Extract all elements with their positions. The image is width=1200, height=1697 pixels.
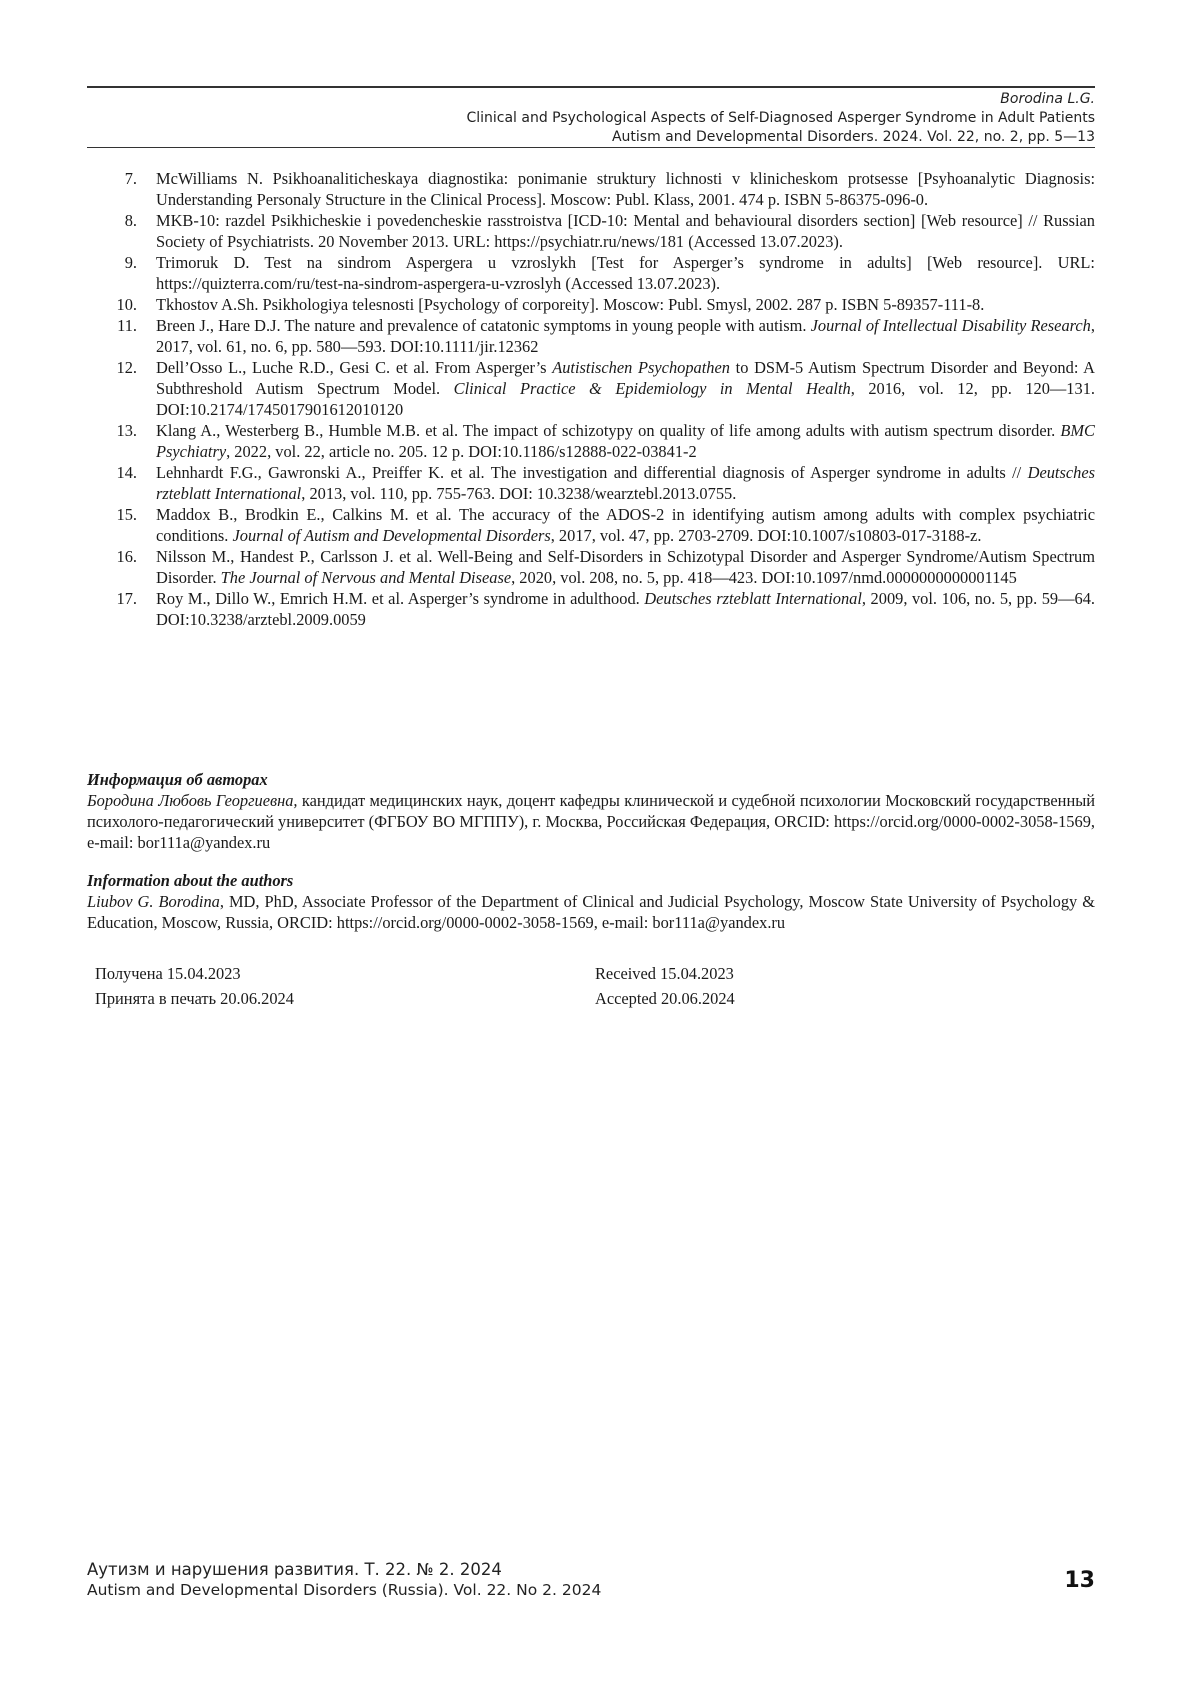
running-header-author: Borodina L.G. — [1000, 91, 1095, 107]
footer-journal-en: Autism and Developmental Disorders (Russia). Vol. 22. No 2. 2024 — [87, 1581, 602, 1599]
reference-text: Klang A., Westerberg B., Humble M.B. et al. The impact of schizotypy on quality of life among adults with autism spectrum disorder. BMC Psychiatry, 2022, vol. 22, article no. 205. 12 p. DOI:10.1186/s12888-022-03841-2 — [156, 421, 1095, 461]
reference-text: Roy M., Dillo W., Emrich H.M. et al. Asperger’s syndrome in adulthood. Deutsches rzteblatt International, 2009, vol. 106, no. 5, pp. 59—64. DOI:10.3238/arztebl.2009.0059 — [156, 589, 1095, 629]
reference-number: 12. — [116, 358, 137, 377]
reference-number: 11. — [117, 316, 137, 335]
reference-item — [87, 168, 1095, 210]
reference-text: Nilsson M., Handest P., Carlsson J. et al. Well-Being and Self-Disorders in Schizotypal Disorder and Asperger Syndrome/Autism Spectrum Disorder. The Journal of Nervous and Mental Disease, 2020, vol. 208, no. 5, pp. 418—423. DOI:10.1097/nmd.0000000000001145 — [156, 547, 1095, 587]
author-details-en — [87, 891, 1095, 933]
authors-info-en — [87, 870, 1095, 933]
received-date-ru: Получена 15.04.2023 — [95, 964, 241, 983]
authors-heading-ru: Информация об авторах — [87, 770, 268, 789]
reference-text: Lehnhardt F.G., Gawronski A., Preiffer K. et al. The investigation and differential diagnosis of Asperger syndrome in adults // Deutsches rzteblatt International, 2013, vol. 110, pp. 755-763. DOI: 10.3238/wearztebl.2013.0755. — [156, 463, 1095, 503]
running-header — [95, 90, 1095, 147]
running-header-title: Clinical and Psychological Aspects of Self-Diagnosed Asperger Syndrome in Adult Patients — [466, 110, 1095, 126]
reference-number: 7. — [124, 169, 137, 188]
accepted-date-ru: Принята в печать 20.06.2024 — [95, 989, 294, 1008]
reference-item — [87, 252, 1095, 294]
reference-number: 8. — [124, 211, 137, 230]
running-header-journal: Autism and Developmental Disorders. 2024. Vol. 22, no. 2, pp. 5—13 — [611, 129, 1095, 145]
reference-number: 17. — [116, 589, 137, 608]
author-details-ru — [87, 790, 1095, 853]
reference-number: 13. — [116, 421, 137, 440]
reference-item — [87, 462, 1095, 504]
reference-item — [87, 210, 1095, 252]
accepted-date-en: Accepted 20.06.2024 — [595, 989, 735, 1008]
received-date-en: Received 15.04.2023 — [595, 964, 734, 983]
page-footer — [87, 1559, 601, 1600]
dates-ru — [95, 961, 294, 1011]
header-rule-top — [87, 86, 1095, 88]
reference-item — [87, 357, 1095, 420]
reference-number: 16. — [116, 547, 137, 566]
header-rule-bottom — [87, 147, 1095, 148]
authors-info-ru — [87, 769, 1095, 853]
reference-number: 9. — [124, 253, 137, 272]
author-bio-ru: кандидат медицинских наук, доцент кафедры клинической и судебной психологии Московский государственный психолого-педагогический университет (ФГБОУ ВО МГППУ), г. Москва, Российская Федерация, ORCID: https://orcid.org/0000-0002-3058-1569, e-mail: bor111a@yandex.ru — [87, 791, 1095, 852]
reference-list — [87, 168, 1095, 630]
reference-item — [87, 420, 1095, 462]
author-bio-en: , MD, PhD, Associate Professor of the Department of Clinical and Judicial Psychology, Moscow State University of Psychology & Education, Moscow, Russia, ORCID: https://orcid.org/0000-0002-3058-1569, e-mail: bor111a@yandex.ru — [87, 892, 1095, 932]
reference-item — [87, 588, 1095, 630]
reference-number: 10. — [116, 295, 137, 314]
author-name-en: Liubov G. Borodina — [87, 892, 220, 911]
authors-heading-en: Information about the authors — [87, 871, 294, 890]
page-number: 13 — [1064, 1568, 1095, 1593]
reference-item — [87, 315, 1095, 357]
reference-text: McWilliams N. Psikhoanaliticheskaya diagnostika: ponimanie struktury lichnosti v klinicheskom protsesse [Psyhoanalytic Diagnosis: Understanding Personaly Structure in the Clinical Process]. Moscow: Publ. Klass, 2001. 474 p. ISBN 5-86375-096-0. — [156, 169, 1095, 209]
reference-text: Tkhostov A.Sh. Psikhologiya telesnosti [Psychology of corporeity]. Moscow: Publ. Smysl, 2002. 287 p. ISBN 5-89357-111-8. — [156, 295, 985, 314]
reference-text: Breen J., Hare D.J. The nature and prevalence of catatonic symptoms in young people with autism. Journal of Intellectual Disability Research, 2017, vol. 61, no. 6, pp. 580—593. DOI:10.1111/jir.12362 — [156, 316, 1095, 356]
reference-item — [87, 294, 1095, 315]
reference-number: 14. — [116, 463, 137, 482]
reference-text: Dell’Osso L., Luche R.D., Gesi C. et al. From Asperger’s Autistischen Psychopathen to DSM-5 Autism Spectrum Disorder and Beyond: A Subthreshold Autism Spectrum Model. Clinical Practice & Epidemiology in Mental Health, 2016, vol. 12, pp. 120—131. DOI:10.2174/1745017901612010120 — [156, 358, 1095, 419]
reference-item — [87, 546, 1095, 588]
reference-text: MKB-10: razdel Psikhicheskie i povedencheskie rasstroistva [ICD-10: Mental and behavioural disorders section] [Web resource] // Russian Society of Psychiatrists. 20 November 2013. URL: https://psychiatr.ru/news/181 (Accessed 13.07.2023). — [156, 211, 1095, 251]
reference-item — [87, 504, 1095, 546]
reference-text: Trimoruk D. Test na sindrom Aspergera u vzroslykh [Test for Asperger’s syndrome in adults] [Web resource]. URL: https://quizterra.com/ru/test-na-sindrom-aspergera-u-vzroslyh (Accessed 13.07.2023). — [156, 253, 1095, 293]
author-name-ru: Бородина Любовь Георгиевна, — [87, 791, 298, 810]
footer-journal-ru: Аутизм и нарушения развития. Т. 22. № 2. 2024 — [87, 1560, 502, 1579]
reference-number: 15. — [116, 505, 137, 524]
dates-en — [595, 961, 735, 1011]
reference-text: Maddox B., Brodkin E., Calkins M. et al. The accuracy of the ADOS-2 in identifying autism among adults with complex psychiatric conditions. Journal of Autism and Developmental Disorders, 2017, vol. 47, pp. 2703-2709. DOI:10.1007/s10803-017-3188-z. — [156, 505, 1095, 545]
